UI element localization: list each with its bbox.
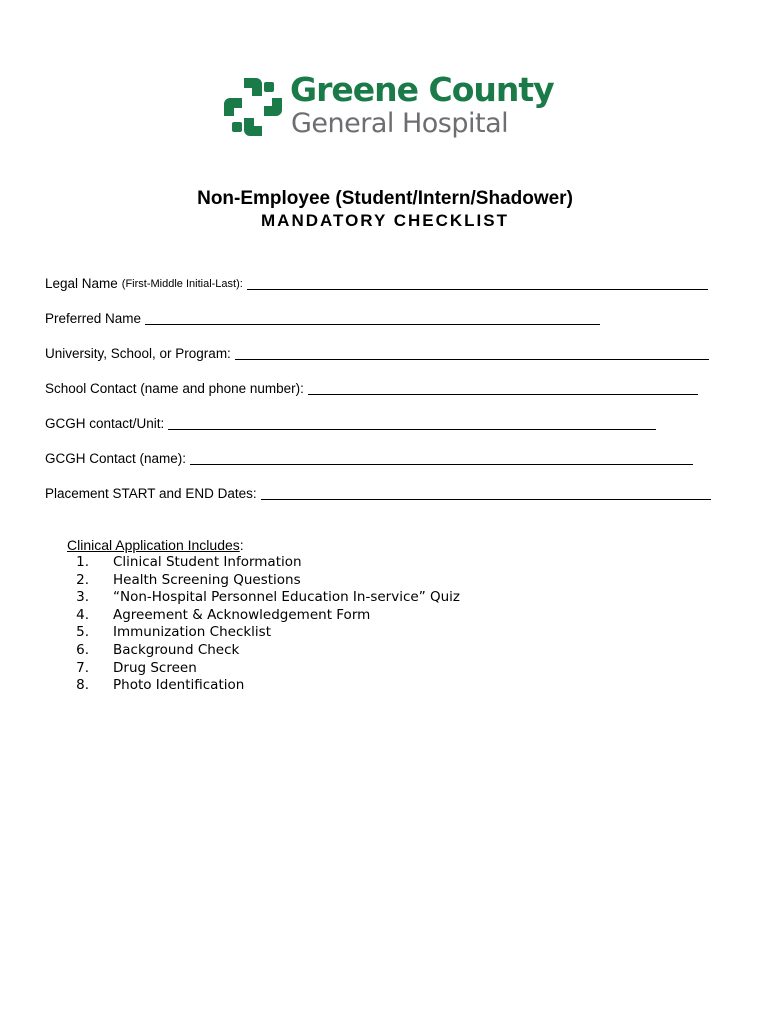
clinical-application-heading-row <box>67 536 460 554</box>
university-field[interactable] <box>235 345 709 360</box>
list-item-number: 3. <box>76 589 89 606</box>
school-contact-label: School Contact (name and phone number): <box>45 381 304 396</box>
university-label: University, School, or Program: <box>45 346 231 361</box>
clinical-application-list <box>67 554 460 695</box>
list-item-number: 2. <box>76 571 89 588</box>
clinical-application-section <box>67 536 460 695</box>
list-item <box>67 624 460 642</box>
list-item-number: 6. <box>76 641 89 658</box>
hospital-cross-logo-icon <box>222 76 284 138</box>
gcgh-unit-row <box>45 413 656 433</box>
list-item-number: 1. <box>76 554 89 570</box>
gcgh-unit-label: GCGH contact/Unit: <box>45 416 165 431</box>
list-item <box>67 660 460 678</box>
hospital-logo <box>222 72 562 146</box>
logo-name: Greene County <box>290 70 554 109</box>
clinical-application-heading: Clinical Application Includes <box>67 537 240 553</box>
list-item-number: 8. <box>76 677 89 694</box>
list-item-label: Background Check <box>113 641 240 658</box>
gcgh-contact-row <box>45 448 693 468</box>
clinical-application-heading-colon: : <box>239 537 244 553</box>
legal-name-field[interactable] <box>247 275 708 290</box>
list-item <box>67 607 460 625</box>
list-item <box>67 572 460 590</box>
legal-name-label: Legal Name <box>45 276 118 291</box>
list-item <box>67 677 460 695</box>
preferred-name-label: Preferred Name <box>45 311 142 326</box>
preferred-name-field[interactable] <box>145 310 600 325</box>
list-item-label: Drug Screen <box>113 659 197 676</box>
preferred-name-row <box>45 308 600 328</box>
gcgh-unit-field[interactable] <box>168 415 656 430</box>
list-item-label: Immunization Checklist <box>113 624 272 641</box>
page-subtitle: MANDATORY CHECKLIST <box>261 211 509 230</box>
list-item <box>67 589 460 607</box>
gcgh-contact-field[interactable] <box>190 450 693 465</box>
page-title: Non-Employee (Student/Intern/Shadower) <box>197 188 573 209</box>
list-item-label: Photo Identification <box>113 677 245 694</box>
list-item-number: 5. <box>76 624 89 641</box>
gcgh-contact-label: GCGH Contact (name): <box>45 451 187 466</box>
school-contact-row <box>45 378 698 398</box>
logo-subtitle: General Hospital <box>291 108 509 139</box>
list-item-label: Agreement & Acknowledgement Form <box>113 606 371 623</box>
list-item-label: Clinical Student Information <box>113 554 302 570</box>
placement-dates-row <box>45 483 711 503</box>
placement-dates-label: Placement START and END Dates: <box>45 486 257 501</box>
list-item <box>67 554 460 572</box>
legal-name-hint: (First-Middle Initial-Last): <box>121 278 243 290</box>
school-contact-field[interactable] <box>308 380 698 395</box>
placement-dates-field[interactable] <box>261 485 711 500</box>
university-row <box>45 343 709 363</box>
legal-name-row <box>45 273 708 293</box>
list-item <box>67 642 460 660</box>
list-item-label: Health Screening Questions <box>113 571 301 588</box>
list-item-label: “Non-Hospital Personnel Education In-service” Quiz <box>113 589 460 606</box>
list-item-number: 4. <box>76 606 89 623</box>
list-item-number: 7. <box>76 659 89 676</box>
